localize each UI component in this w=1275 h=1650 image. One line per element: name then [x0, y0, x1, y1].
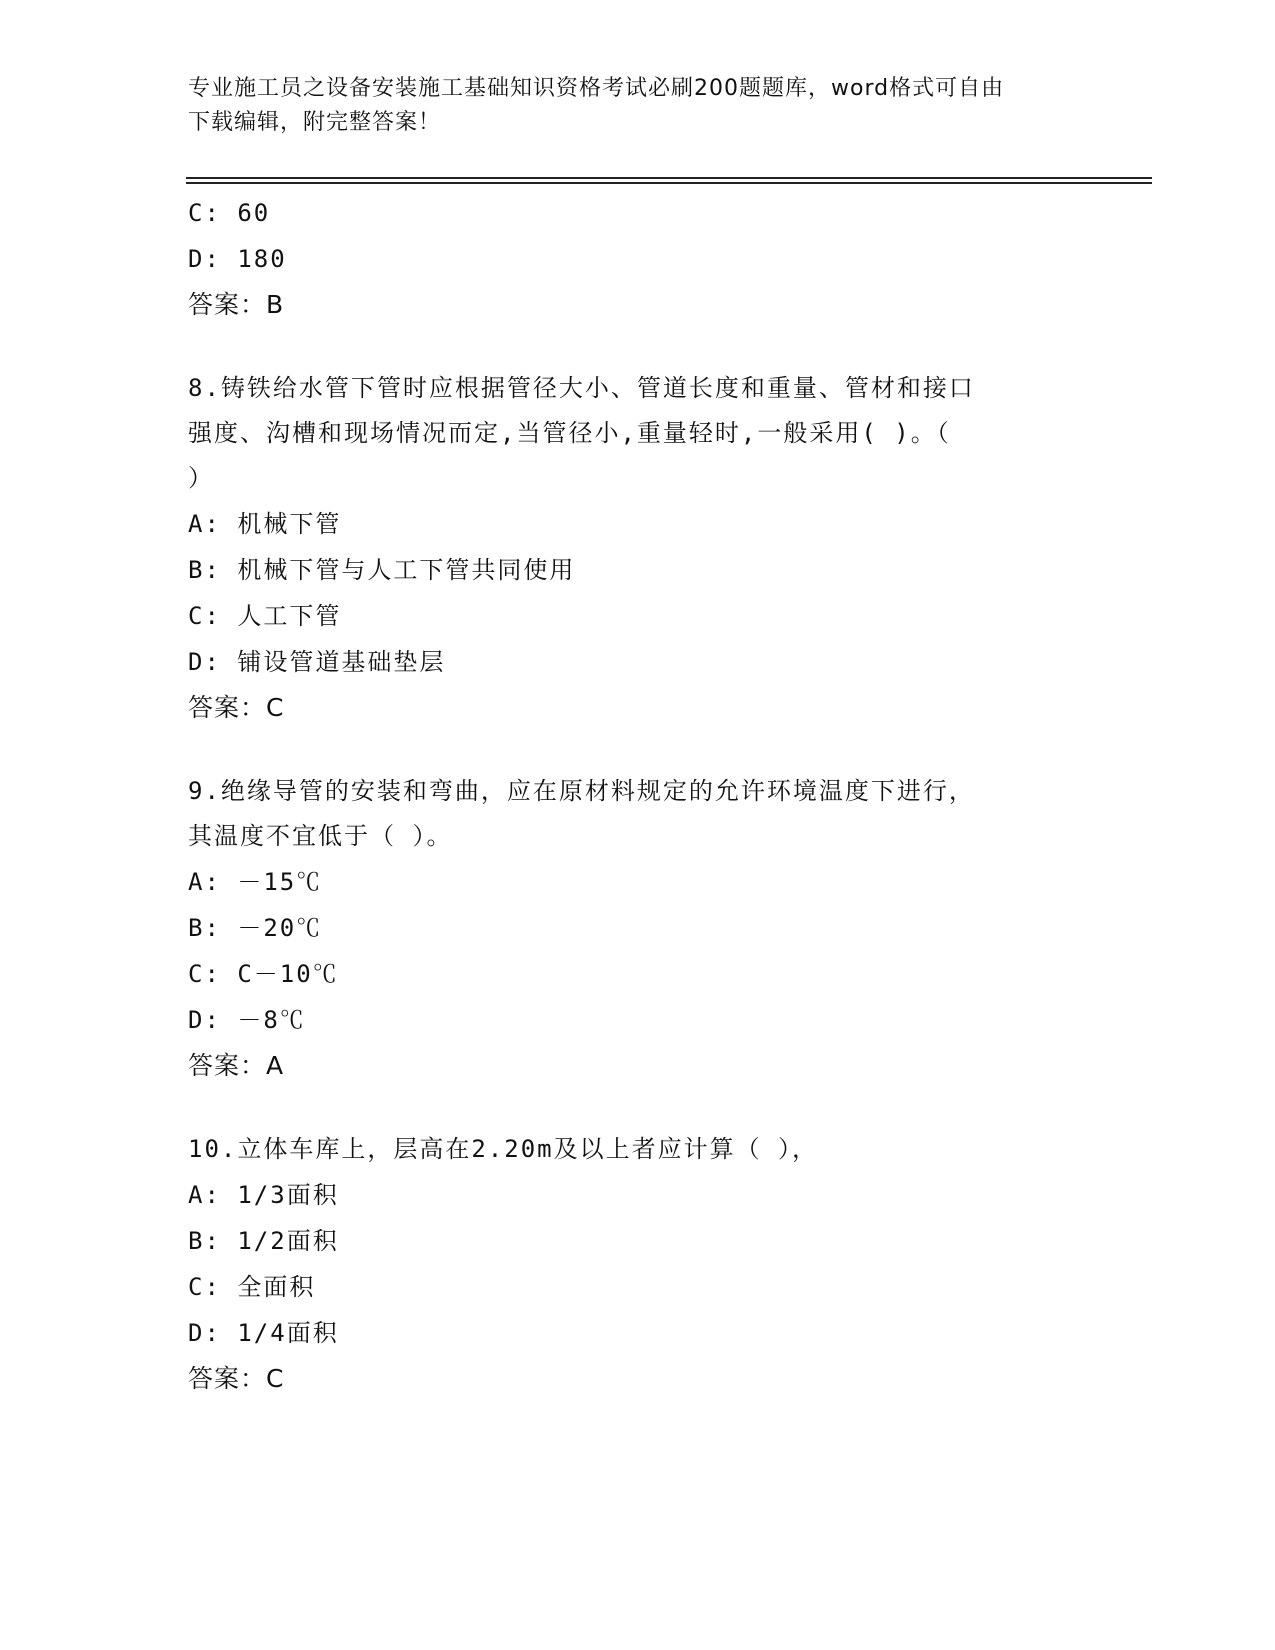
option-d: D: －8℃ — [188, 1006, 306, 1034]
option-a: A: －15℃ — [188, 868, 323, 896]
answer: 答案：C — [188, 693, 285, 722]
option-d: D: 1/4面积 — [188, 1319, 339, 1347]
question-text: 10.立体车库上，层高在2.20m及以上者应计算（ ）， — [188, 1135, 819, 1163]
option-d: D: 铺设管道基础垫层 — [188, 648, 446, 676]
option-c: C: 人工下管 — [188, 602, 342, 630]
option-b: B: 1/2面积 — [188, 1227, 339, 1255]
answer: 答案：A — [188, 1051, 285, 1080]
option-c: C: 60 — [188, 199, 271, 227]
question-8 — [188, 366, 1088, 731]
answer: 答案：B — [188, 290, 285, 319]
question-10 — [188, 1127, 1088, 1402]
document-body — [188, 190, 1088, 1402]
option-b: B: －20℃ — [188, 914, 323, 942]
question-7-continuation — [188, 190, 1088, 328]
header-line-1: 专业施工员之设备安装施工基础知识资格考试必刷200题题库，word格式可自由 — [188, 76, 1005, 101]
option-c: C: 全面积 — [188, 1273, 316, 1301]
question-text: 9.绝缘导管的安装和弯曲，应在原材料规定的允许环境温度下进行， 其温度不宜低于（ ）。 — [188, 777, 975, 850]
question-text: 8.铸铁给水管下管时应根据管径大小、管道长度和重量、管材和接口 强度、沟槽和现场情况而定,当管径小,重量轻时,一般采用( )。（ ） — [188, 374, 975, 492]
header-divider-top — [186, 177, 1152, 179]
header-line-2: 下载编辑，附完整答案！ — [188, 110, 442, 135]
option-c: C: C－10℃ — [188, 960, 339, 988]
header-divider-bottom — [186, 182, 1152, 184]
document-header — [188, 72, 1068, 140]
option-b: B: 机械下管与人工下管共同使用 — [188, 556, 576, 584]
option-d: D: 180 — [188, 245, 287, 273]
option-a: A: 机械下管 — [188, 510, 342, 538]
option-a: A: 1/3面积 — [188, 1181, 339, 1209]
answer: 答案：C — [188, 1364, 285, 1393]
question-9 — [188, 769, 1088, 1089]
